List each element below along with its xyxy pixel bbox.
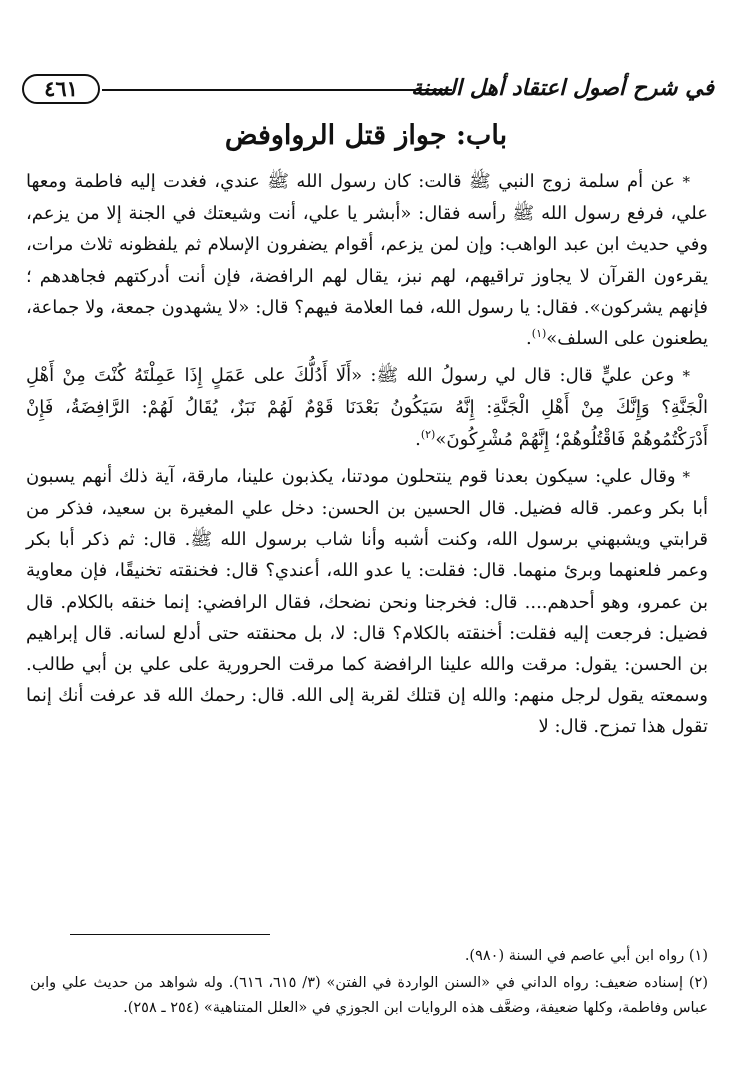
paragraph-star: *	[682, 467, 690, 486]
footnote-ref: (١)	[531, 327, 547, 341]
paragraph: * عن أم سلمة زوج النبي ﷺ قالت: كان رسول الله ﷺ عندي، فغدت إليه فاطمة ومعها علي، فرفع رسول الله ﷺ رأسه فقال: «أبشر يا علي، أنت وشيعتك في الجنة إلا من يزعم، وفي حديث ابن عبد الواهب: وإن لمن يزعم، أقوام يضفرون الإسلام ثم يلفظونه ثلاث مرات، يقرءون القرآن لا يجاوز تراقيهم، لهم نبز، يقال لهم الرافضة، فإن أنت أدركتهم فجاهدهم ؛ فإنهم يشركون». فقال: يا رسول الله، فما العلامة فيهم؟ قال: «لا يشهدون جمعة، ولا جماعة، يطعنون على السلف»$^{(١)}$.	[26, 171, 708, 350]
paragraph-text: عن أم سلمة زوج النبي ﷺ قالت: كان رسول الله ﷺ عندي، فغدت إليه فاطمة ومعها علي، فرفع رسول الله ﷺ رأسه فقال: «أبشر يا علي، أنت وشيعتك في الجنة إلا من يزعم، وفي حديث ابن عبد الواهب: وإن لمن يزعم، أقوام يضفرون الإسلام ثم يلفظونه ثلاث مرات، يقرءون القرآن لا يجاوز تراقيهم، لهم نبز، يقال لهم الرافضة، فإن أنت أدركتهم فجاهدهم ؛ فإنهم يشركون». فقال: يا رسول الله، فما العلامة فيهم؟ قال: «لا يشهدون جمعة، ولا جماعة، يطعنون على السلف»	[26, 171, 708, 350]
footnote: (١) رواه ابن أبي عاصم في السنة (٩٨٠).	[464, 948, 708, 964]
footnote-divider	[70, 934, 270, 935]
chapter-heading	[0, 114, 732, 158]
paragraph-star: *	[682, 367, 690, 386]
chapter-title: جواز قتل الرواوفض	[224, 120, 447, 151]
paragraph-tail: .	[415, 428, 421, 450]
footnote: (٢) إسناده ضعيف: رواه الداني في «السنن الواردة في الفتن» (٣/ ٦١٥، ٦١٦). وله شواهد من حديث علي وابن عباس وفاطمة، وكلها ضعيفة، وضعَّف هذه الروايات ابن الجوزي في «العلل المتناهية» (٢٥٤ ـ ٢٥٨).	[30, 975, 708, 1016]
running-title: في شرح أصول اعتقاد أهل السنة	[411, 75, 714, 101]
page-number: ٤٦١	[22, 74, 100, 104]
paragraph-star: *	[682, 173, 690, 191]
paragraph	[26, 360, 708, 455]
main-text	[26, 166, 708, 747]
footnote-ref: (٢)	[420, 427, 436, 441]
paragraph	[26, 461, 708, 743]
paragraph-text: وعن عليٍّ قال: قال لي رسولُ الله ﷺ: «أَلَا أَدُلُّكَ على عَمَلٍ إِذَا عَمِلْتَهُ كُنْتَ مِنْ أَهْلِ الْجَنَّةِ؟ وَإِنَّكَ مِنْ أَهْلِ الْجَنَّةِ: إِنَّهُ سَيَكُونُ بَعْدَنَا قَوْمٌ لَهُمْ نَبَزٌ، يُقَالُ لَهُمْ: الرَّافِضَةُ، فَإِنْ أَدْرَكْتُمُوهُمْ فَاقْتُلُوهُمْ؛ إِنَّهُمْ مُشْرِكُونَ»	[26, 365, 708, 450]
chapter-label: باب:	[455, 120, 508, 151]
footnotes	[30, 944, 708, 1023]
paragraph-text: وقال علي: سيكون بعدنا قوم ينتحلون مودتنا، يكذبون علينا، مارقة، آية ذلك أنهم يسبون أبا بكر وعمر. قاله فضيل. قال الحسين بن الحسن: دخل علي المغيرة بن سعيد، فذكر من قرابتي ويشبهني برسول الله، وكنت أشبه وأنا شاب برسول الله ﷺ. قال: ثم ذكر أبا بكر وعمر فلعنهما وبرئ منهما. قال: فقلت: يا عدو الله، أعندي؟ قال: فخنقته تخنيقًا، فإن معاوية بن عمرو، وهو أحدهم.... قال: فخرجنا ونحن نضحك، فقال الرافضي: إنما خنقه بالكلام. قال فضيل: فرجعت إليه فقلت: أخنقته بالكلام؟ قال: لا، بل محنقته حتى أدلع لسانه. قال إبراهيم بن الحسن: يقول: مرقت والله علينا الرافضة كما مرقت الحرورية على علي بن أبي طالب. وسمعته يقول لرجل منهم: والله إن قتلك لقربة إلى الله. قال: رحمك الله قد عرفت أنك إنما تقول هذا تمزح. قال: لا	[26, 465, 709, 738]
header-rule	[102, 89, 452, 91]
page-header	[22, 70, 714, 110]
